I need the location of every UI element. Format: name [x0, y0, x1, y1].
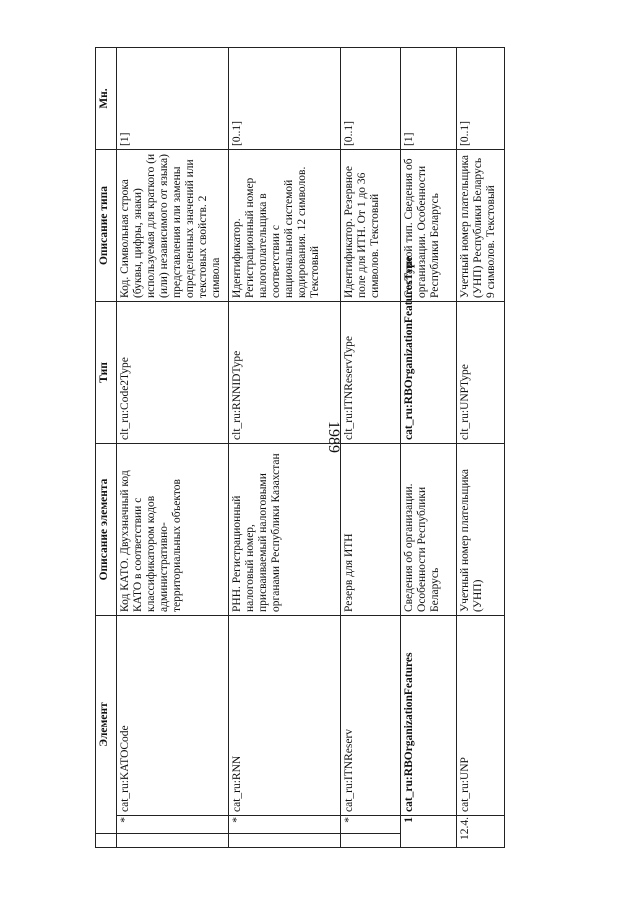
type-name: clt_ru:RNNIDType [229, 301, 341, 443]
type-description: Код. Символьная строка (буквы, цифры, знаки) используемая для краткого (и (или) независимого от языка) представления или замены определенных значений или текстовых свойств. 2 символа [117, 149, 229, 301]
header-row [96, 47, 117, 847]
header-element-description: Описание элемента [96, 443, 117, 615]
multiplicity: [0..1] [341, 47, 401, 149]
row-number [117, 834, 229, 848]
table-row [401, 47, 457, 847]
row-number: 12.4. [457, 816, 505, 848]
type-description: Идентификатор. Резервное поле для ИТН. От 1 до 36 символов. Текстовый [341, 149, 401, 301]
table-row [229, 47, 341, 847]
multiplicity: [1] [401, 47, 457, 149]
row-number [229, 834, 341, 848]
type-description: Составной тип. Сведения об организации. Особенности Республики Беларусь [401, 149, 457, 301]
row-number: 1 [401, 816, 457, 848]
type-description: Идентификатор. Регистрационный номер налогоплательщика в соответствии с национальной системой кодирования. 12 символов. Текстовый [229, 149, 341, 301]
table-row [341, 47, 401, 847]
header-multiplicity: Мн. [96, 47, 117, 149]
element-name: cat_ru:KATOCode [117, 615, 229, 815]
header-type-description: Описание типа [96, 149, 117, 301]
table-row [457, 47, 505, 847]
element-name: cat_ru:ITNReserv [341, 615, 401, 815]
element-description: РНН. Регистрационный налоговый номер, присваиваемый налоговыми органами Республики Казахстан [229, 443, 341, 615]
element-description: Код КАТО. Двухзначный код КАТО в соответствии с классификатором кодов административно-территориальных объектов [117, 443, 229, 615]
row-marker: * [229, 816, 341, 834]
type-name: clt_ru:Code2Type [117, 301, 229, 443]
row-marker: * [341, 816, 401, 834]
header-element: Элемент [96, 615, 117, 833]
type-description: Учетный номер плательщика (УНП) Республики Беларусь 9 символов. Текстовый [457, 149, 505, 301]
page-number: 1989 [325, 421, 342, 453]
element-description: Учетный номер плательщика (УНП) [457, 443, 505, 615]
element-description: Сведения об организации. Особенности Республики Беларусь [401, 443, 457, 615]
element-description: Резерв для ИТН [341, 443, 401, 615]
table-row [117, 47, 229, 847]
type-name: cat_ru:RBOrganizationFeaturesType [401, 301, 457, 443]
multiplicity: [0..1] [457, 47, 505, 149]
type-name: clt_ru:UNPType [457, 301, 505, 443]
row-number [341, 834, 401, 848]
header-num [96, 834, 117, 848]
multiplicity: [1] [117, 47, 229, 149]
element-name: cat_ru:RBOrganizationFeatures [401, 615, 457, 815]
type-name: clt_ru:ITNReservType [341, 301, 401, 443]
element-name: cat_ru:UNP [457, 615, 505, 815]
header-type: Тип [96, 301, 117, 443]
row-marker: * [117, 816, 229, 834]
elements-table [95, 47, 505, 848]
multiplicity: [0..1] [229, 47, 341, 149]
rotated-table-container [95, 48, 515, 848]
element-name: cat_ru:RNN [229, 615, 341, 815]
